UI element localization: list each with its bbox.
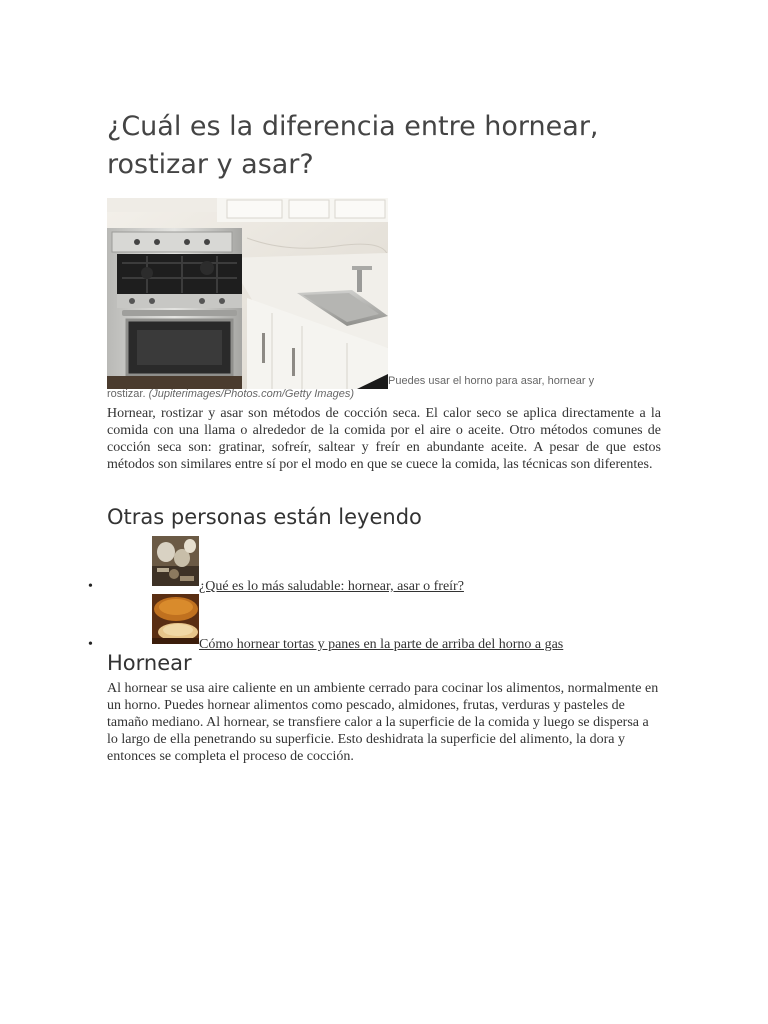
section-heading: Hornear [107, 651, 192, 675]
related-link[interactable]: Cómo hornear tortas y panes en la parte de arriba del horno a gas [199, 637, 564, 652]
list-item [88, 536, 688, 594]
related-thumbnail[interactable] [152, 536, 199, 586]
kitchen-photo [107, 198, 388, 389]
section-body: Al hornear se usa aire caliente en un ambiente cerrado para cocinar los alimentos, normalmente en un horno. Puedes hornear alimentos como pescado, almidones, frutas, verduras y pasteles de tamaño mediano. Al hornear, se transfiere calor a la superficie de la comida y luego se dispersa a lo largo de ella penetrando su superficie. Esto deshidrata la superficie del alimento, la dora y entonces se completa el proceso de cocción. [107, 681, 659, 764]
related-heading: Otras personas están leyendo [107, 505, 422, 529]
image-caption-continued [107, 388, 667, 401]
bullet-icon: • [88, 579, 93, 594]
article-title: ¿Cuál es la diferencia entre hornear, rostizar y asar? [107, 111, 599, 180]
bullet-icon: • [88, 637, 93, 652]
image-credit: (Jupiterimages/Photos.com/Getty Images) [148, 388, 354, 400]
list-item [88, 594, 688, 652]
related-thumbnail[interactable] [152, 594, 199, 644]
related-list [88, 536, 688, 652]
article-figure [107, 198, 667, 401]
intro-paragraph: Hornear, rostizar y asar son métodos de cocción seca. El calor seco se aplica directamente a la comida con una llama o alrededor de la comida por el aire o aceite. Otro métodos comunes de cocción seca son: gratinar, sofreír, saltear y freír en abundante aceite. A pesar de que estos métodos son similares entre sí por el modo en que se cuece la comida, las técnicas son diferentes. [107, 406, 661, 472]
image-caption: Puedes usar el horno para asar, hornear y [388, 375, 595, 387]
image-caption-end: rostizar. [107, 388, 146, 400]
related-link[interactable]: ¿Qué es lo más saludable: hornear, asar o freír? [199, 579, 464, 594]
